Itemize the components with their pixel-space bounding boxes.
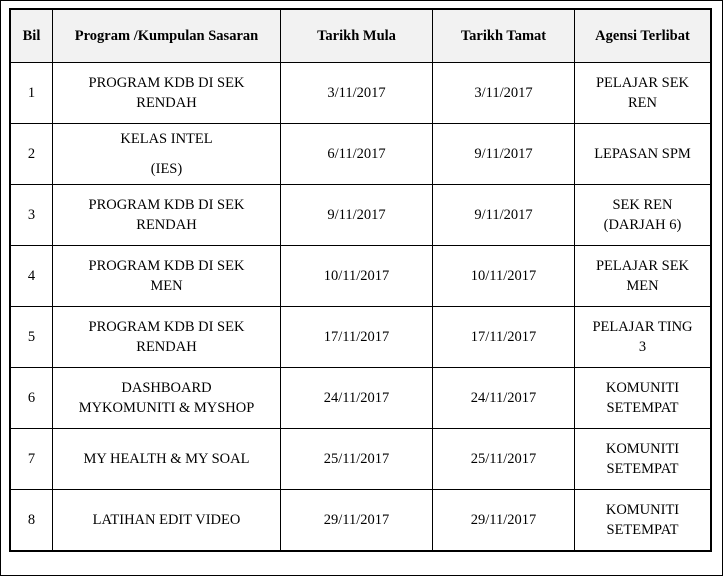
cell-agency-line: KOMUNITI: [605, 380, 680, 396]
cell-end-date: 24/11/2017: [433, 368, 575, 429]
cell-start-date: 3/11/2017: [281, 63, 433, 124]
table-row: [11, 307, 711, 368]
cell-agency-line: SETEMPAT: [606, 400, 679, 416]
cell-agency: [575, 368, 711, 429]
table-row: [11, 124, 711, 185]
table-header-row: [11, 10, 711, 63]
cell-program: [53, 368, 281, 429]
table-row: [11, 185, 711, 246]
cell-bil: 3: [11, 185, 53, 246]
cell-end-date: 29/11/2017: [433, 490, 575, 551]
header-agency: Agensi Terlibat: [575, 10, 711, 63]
cell-bil: 1: [11, 63, 53, 124]
cell-program-line: LATIHAN EDIT VIDEO: [92, 512, 241, 528]
header-start-date: Tarikh Mula: [281, 10, 433, 63]
cell-program-line: KELAS INTEL: [120, 131, 213, 147]
cell-program: [53, 63, 281, 124]
cell-program-line: PROGRAM KDB DI SEK: [88, 197, 245, 213]
cell-start-date: 25/11/2017: [281, 429, 433, 490]
cell-program-line: DASHBOARD: [121, 380, 212, 396]
cell-program-line: (IES): [150, 161, 183, 177]
cell-agency: [575, 429, 711, 490]
cell-bil: 4: [11, 246, 53, 307]
cell-agency-line: (DARJAH 6): [603, 217, 682, 233]
cell-agency: [575, 490, 711, 551]
table-row: [11, 429, 711, 490]
cell-agency-line: SETEMPAT: [606, 461, 679, 477]
cell-agency-line: KOMUNITI: [605, 441, 680, 457]
cell-agency: [575, 124, 711, 185]
cell-agency: [575, 246, 711, 307]
table-row: [11, 246, 711, 307]
cell-program-line: RENDAH: [136, 339, 197, 355]
cell-program-line: MEN: [150, 278, 183, 294]
cell-start-date: 29/11/2017: [281, 490, 433, 551]
cell-agency-line: PELAJAR TING: [592, 319, 693, 335]
header-program: Program /Kumpulan Sasaran: [53, 10, 281, 63]
cell-start-date: 6/11/2017: [281, 124, 433, 185]
cell-program-line: MYKOMUNITI & MYSHOP: [78, 400, 255, 416]
cell-bil: 5: [11, 307, 53, 368]
cell-program: [53, 307, 281, 368]
cell-program-line: RENDAH: [136, 95, 197, 111]
cell-agency-line: REN: [628, 95, 657, 111]
cell-bil: 8: [11, 490, 53, 551]
cell-bil: 6: [11, 368, 53, 429]
header-end-date: Tarikh Tamat: [433, 10, 575, 63]
cell-agency-line: KOMUNITI: [605, 502, 680, 518]
cell-agency: [575, 185, 711, 246]
cell-agency: [575, 63, 711, 124]
cell-program: [53, 246, 281, 307]
cell-start-date: 10/11/2017: [281, 246, 433, 307]
table-row: [11, 368, 711, 429]
cell-program: [53, 429, 281, 490]
cell-end-date: 17/11/2017: [433, 307, 575, 368]
cell-agency-line: LEPASAN SPM: [594, 146, 691, 162]
cell-end-date: 25/11/2017: [433, 429, 575, 490]
cell-start-date: 17/11/2017: [281, 307, 433, 368]
table-row: [11, 63, 711, 124]
header-bil: Bil: [11, 10, 53, 63]
cell-program: [53, 490, 281, 551]
table-row: [11, 490, 711, 551]
cell-program-line: MY HEALTH & MY SOAL: [83, 451, 250, 467]
cell-end-date: 10/11/2017: [433, 246, 575, 307]
cell-bil: 7: [11, 429, 53, 490]
cell-agency-line: MEN: [626, 278, 659, 294]
cell-agency-line: 3: [638, 339, 647, 355]
cell-program-line: PROGRAM KDB DI SEK: [88, 75, 245, 91]
program-schedule-table: [10, 9, 711, 551]
cell-end-date: 3/11/2017: [433, 63, 575, 124]
cell-agency: [575, 307, 711, 368]
cell-start-date: 24/11/2017: [281, 368, 433, 429]
cell-start-date: 9/11/2017: [281, 185, 433, 246]
cell-agency-line: PELAJAR SEK: [595, 75, 690, 91]
cell-program-line: PROGRAM KDB DI SEK: [88, 258, 245, 274]
cell-agency-line: SETEMPAT: [606, 522, 679, 538]
cell-end-date: 9/11/2017: [433, 185, 575, 246]
cell-program-line: PROGRAM KDB DI SEK: [88, 319, 245, 335]
cell-program: [53, 185, 281, 246]
cell-program-line: RENDAH: [136, 217, 197, 233]
cell-agency-line: PELAJAR SEK: [595, 258, 690, 274]
cell-end-date: 9/11/2017: [433, 124, 575, 185]
cell-bil: 2: [11, 124, 53, 185]
cell-program: [53, 124, 281, 185]
cell-agency-line: SEK REN: [612, 197, 673, 213]
